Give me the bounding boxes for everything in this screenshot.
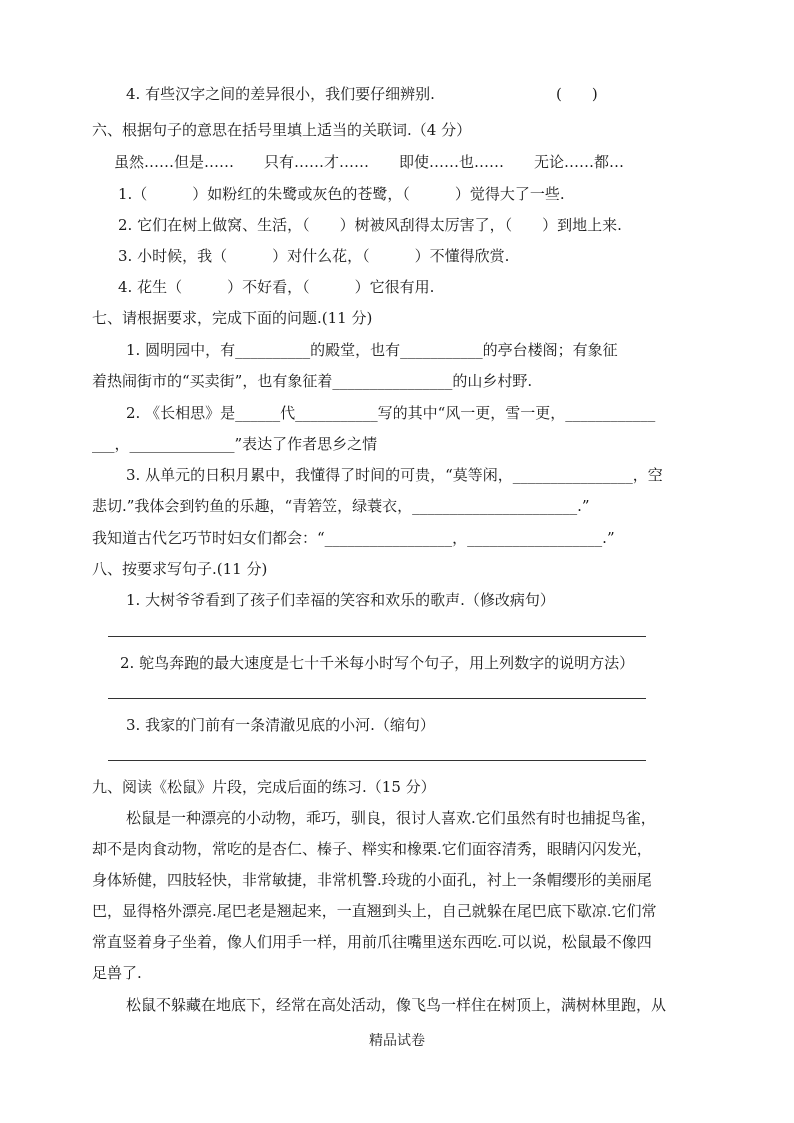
page-footer: 精品试卷: [369, 1033, 425, 1049]
s9-p1-line: 足兽了.: [92, 964, 142, 982]
s7-q1-line2: 着热闹街市的“买卖街”，也有象征着________________的山乡村野.: [92, 372, 533, 390]
s9-heading: 九、阅读《松鼠》片段，完成后面的练习.（15 分）: [92, 778, 436, 796]
s5-q4-text: 4. 有些汉字之间的差异很小，我们要仔细辨别.: [126, 85, 435, 103]
s8-q1-answer-line[interactable]: [108, 636, 646, 637]
s5-q4-answer-paren[interactable]: ( ): [556, 85, 598, 103]
s9-p1-line: 身体矫健，四肢轻快，非常敏捷，非常机警.玲珑的小面孔，衬上一条帽缨形的美丽尾: [92, 871, 652, 889]
s8-q2: 2. 鸵鸟奔跑的最大速度是七十千米每小时写个句子，用上列数字的说明方法）: [120, 654, 635, 672]
s6-q2: 2. 它们在树上做窝、生活，（ ）树被风刮得太厉害了，（ ）到地上来.: [118, 216, 622, 234]
s6-q1: 1.（ ）如粉红的朱鹭或灰色的苍鹭，（ ）觉得大了一些.: [118, 185, 565, 203]
s8-q2-answer-line[interactable]: [108, 698, 646, 699]
s8-heading: 八、按要求写句子.(11 分): [92, 560, 268, 578]
s6-heading: 六、根据句子的意思在括号里填上适当的关联词.（4 分）: [92, 121, 472, 139]
s8-q3-answer-line[interactable]: [108, 760, 646, 761]
s7-heading: 七、请根据要求，完成下面的问题.(11 分): [92, 309, 373, 327]
s7-q3-line3: 我知道古代乞巧节时妇女们都会：“_________________，__________________.”: [92, 529, 615, 547]
s9-p1-line: 却不是肉食动物，常吃的是杏仁、榛子、榉实和橡栗.它们面容清秀，眼睛闪闪发光，: [92, 840, 652, 858]
s6-q3: 3. 小时候，我（ ）对什么花，（ ）不懂得欣赏.: [118, 247, 510, 265]
s9-p1-line: 巴，显得格外漂亮.尾巴老是翘起来，一直翘到头上，自己就躲在尾巴底下歇凉.它们常: [92, 902, 657, 920]
s8-q1: 1. 大树爷爷看到了孩子们幸福的笑容和欢乐的歌声.（修改病句）: [126, 591, 555, 609]
s7-q3-line2: 悲切.”我体会到钓鱼的乐趣，“青箬笠，绿蓑衣，______________________.”: [92, 497, 590, 515]
s6-conjunction-options: 虽然……但是…… 只有……才…… 即使……也…… 无论……都…: [114, 153, 625, 171]
s8-q3: 3. 我家的门前有一条清澈见底的小河.（缩句）: [126, 716, 435, 734]
s9-p1-line: 松鼠是一种漂亮的小动物，乖巧，驯良，很讨人喜欢.它们虽然有时也捕捉鸟雀，: [126, 809, 656, 827]
s7-q3-line1: 3. 从单元的日积月累中，我懂得了时间的可贵，“莫等闲，________________，空: [126, 466, 663, 484]
s7-q1-line1: 1. 圆明园中，有__________的殿堂，也有___________的亭台楼阁；有象征: [126, 341, 618, 359]
s9-p2-line: 松鼠不躲藏在地底下，经常在高处活动，像飞鸟一样住在树顶上，满树林里跑，从: [126, 996, 667, 1014]
s6-q4: 4. 花生（ ）不好看，（ ）它很有用.: [118, 278, 435, 296]
s9-p1-line: 常直竖着身子坐着，像人们用手一样，用前爪往嘴里送东西吃.可以说，松鼠最不像四: [92, 933, 652, 951]
s7-q2-line1: 2. 《长相思》是______代___________写的其中“风一更，雪一更，____________: [126, 404, 656, 422]
s7-q2-line2: ___，______________”表达了作者思乡之情: [92, 435, 378, 453]
